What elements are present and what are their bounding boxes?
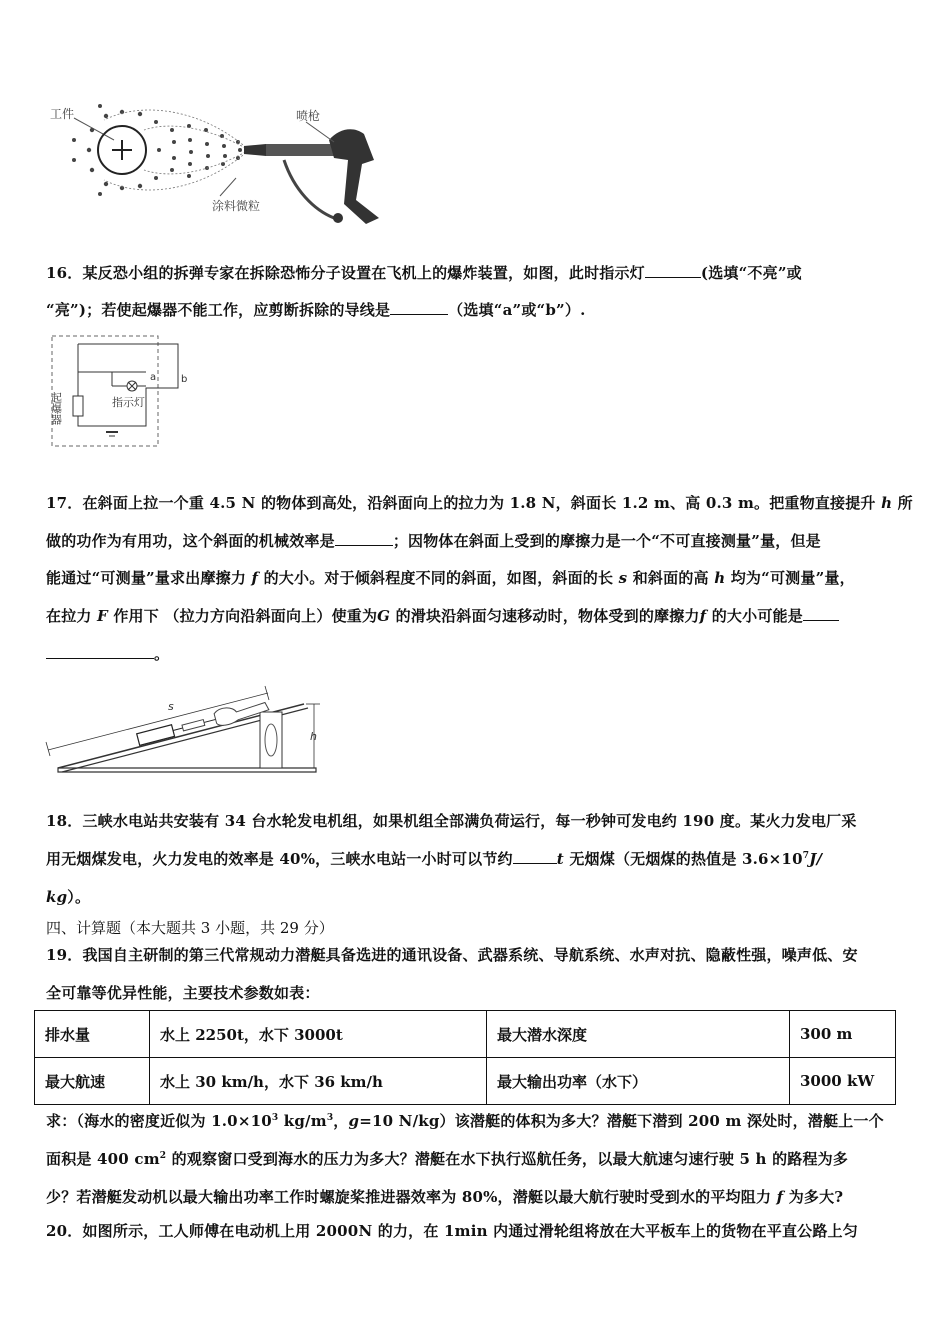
q19-req-1a: 求：（海水的密度近似为 1.0×10 <box>46 1112 272 1130</box>
q17-blank-2a[interactable] <box>803 606 839 621</box>
q17-line3 <box>46 567 855 588</box>
table-cell: 最大航速 <box>35 1058 150 1105</box>
q17-line5 <box>46 643 169 664</box>
q17-line4 <box>46 605 839 626</box>
q17-var-f: f <box>251 569 259 587</box>
spray-gun-figure <box>44 100 389 230</box>
support-block <box>260 712 282 768</box>
q16-text-1b: (选填“不亮”或 <box>700 264 802 282</box>
q19-req-1c: ， <box>333 1112 349 1130</box>
q18-text-2b: 无烟煤（无烟煤的热值是 3.6×10 <box>569 850 803 868</box>
q20-text-1: 20．如图所示，工人师傅在电动机上用 2000N 的力，在 1min 内通过滑轮组将放在大平板车上的货物在平直公路上匀 <box>46 1222 858 1240</box>
q17-var-s: s <box>618 569 628 587</box>
q19-req-3a: 少？若潜艇发动机以最大输出功率工作时螺旋桨推进器效率为 80%，潜艇以最大航行驶时受到水的平均阻力 <box>46 1188 772 1206</box>
q17-var-f2: f <box>699 607 707 625</box>
q16-text-2a: “亮”)；若使起爆器不能工作，应剪断拆除的导线是 <box>46 301 391 319</box>
q17-line2 <box>46 530 821 551</box>
q17-text-3a: 能通过“可测量”量求出摩擦力 <box>46 569 247 587</box>
q17-line1 <box>46 492 913 513</box>
q16-line2 <box>46 299 586 320</box>
q17-text-4c: 的滑块沿斜面匀速移动时，物体受到的摩擦力 <box>395 607 700 625</box>
table-cell: 最大潜水深度 <box>487 1011 790 1058</box>
q19-var-g: g <box>348 1112 360 1130</box>
submarine-params-table <box>34 1010 896 1105</box>
q16-line1 <box>46 262 802 283</box>
q17-var-h: h <box>881 494 893 512</box>
q17-text-5: 。 <box>154 645 170 663</box>
spring-scale <box>182 720 205 731</box>
q19-text-1: 19．我国自主研制的第三代常规动力潜艇具备选进的通讯设备、武器系统、导航系统、水声对抗、隐蔽性强，噪声低、安 <box>46 946 858 964</box>
q16-text-1a: 16．某反恐小组的拆弹专家在拆除恐怖分子设置在飞机上的爆炸装置，如图，此时指示灯 <box>46 264 645 282</box>
q19-line2 <box>46 982 320 1003</box>
q18-text-2c: J/ <box>809 850 823 868</box>
q17-text-4d: 的大小可能是 <box>711 607 803 625</box>
dashed-box <box>52 336 158 446</box>
q17-var-F: F <box>97 607 108 625</box>
q17-text-2b: ；因物体在斜面上受到的摩擦力是一个“不可直接测量”量，但是 <box>392 532 821 550</box>
q18-unit-t: t <box>556 850 564 868</box>
q17-text-1a: 17．在斜面上拉一个重 4.5 N 的物体到高处，沿斜面向上的拉力为 1.8 N，斜面长 1.2 m、高 0.3 m。把重物直接提升 <box>46 494 876 512</box>
table-cell: 水上 2250t，水下 3000t <box>150 1011 487 1058</box>
q17-text-4b: 作用下 （拉力方向沿斜面向上）使重为 <box>113 607 378 625</box>
table-cell: 最大输出功率（水下） <box>487 1058 790 1105</box>
label-wire-a: a <box>150 372 157 383</box>
q17-text-4a: 在拉力 <box>46 607 92 625</box>
label-workpiece: 工件 <box>50 107 75 121</box>
q17-text-3d: 均为“可测量”量， <box>730 569 855 587</box>
q17-blank-1[interactable] <box>335 531 393 546</box>
q20-line1 <box>46 1220 858 1241</box>
circuit-figure <box>50 332 200 452</box>
workpiece-pointer <box>74 118 114 140</box>
q16-text-2b: （选填“a”或“b”）. <box>448 301 586 319</box>
q19-exp-1: 3 <box>271 1113 279 1123</box>
table-row <box>35 1058 896 1105</box>
q18-text-1: 18．三峡水电站共安装有 34 台水轮发电机组，如果机组全部满负荷运行，每一秒钟可发电约 190 度。某火力发电厂采 <box>46 812 857 830</box>
q16-blank-1[interactable] <box>645 263 701 278</box>
q18-unit-kg: kg <box>46 888 68 906</box>
label-s: s <box>168 700 174 713</box>
q18-text-3: ）。 <box>67 888 91 906</box>
table-cell: 3000 kW <box>790 1058 896 1105</box>
label-h: h <box>310 730 317 743</box>
q17-blank-2b[interactable] <box>46 644 154 659</box>
q17-text-3b: 的大小。对于倾斜程度不同的斜面，如图，斜面的长 <box>263 569 614 587</box>
label-wire-b: b <box>181 374 188 385</box>
q17-var-G: G <box>377 607 391 625</box>
q19-req-2b: 的观察窗口受到海水的压力为多大？潜艇在水下执行巡航任务，以最大航速匀速行驶 5 h 的路程为多 <box>166 1150 849 1168</box>
q19-exp-2: 3 <box>326 1113 334 1123</box>
incline-figure <box>40 676 340 778</box>
label-paint-particles: 涂料微粒 <box>212 199 261 213</box>
q19-req-3b: 为多大? <box>788 1188 844 1206</box>
q17-text-2a: 做的功作为有用功，这个斜面的机械效率是 <box>46 532 335 550</box>
table-cell: 水上 30 km/h，水下 36 km/h <box>150 1058 487 1105</box>
q18-text-2a: 用无烟煤发电，火力发电的效率是 40%，三峡水电站一小时可以节约 <box>46 850 513 868</box>
q19-line1 <box>46 944 858 965</box>
q19-req-line3 <box>46 1186 843 1207</box>
q18-exp: 7 <box>802 851 810 861</box>
q19-req-line1 <box>46 1110 884 1131</box>
q17-text-3c: 和斜面的高 <box>632 569 709 587</box>
q17-text-1b: 所 <box>897 494 913 512</box>
label-detonator: 起爆器 <box>50 392 63 425</box>
q18-line1 <box>46 810 857 831</box>
q19-req-line2 <box>46 1148 848 1169</box>
q19-var-f: f <box>776 1188 784 1206</box>
table-cell: 排水量 <box>35 1011 150 1058</box>
q17-var-h2: h <box>714 569 726 587</box>
table-cell: 300 m <box>790 1011 896 1058</box>
q19-req-1b: kg/m <box>278 1112 327 1130</box>
table-base <box>58 768 316 772</box>
section-4-title: 四、计算题（本大题共 3 小题，共 29 分） <box>46 919 334 937</box>
q18-line2 <box>46 848 822 869</box>
q16-blank-2[interactable] <box>390 300 448 315</box>
q19-text-2: 全可靠等优异性能，主要技术参数如表： <box>46 984 320 1002</box>
q19-exp-3: 2 <box>159 1151 167 1161</box>
label-spray-gun: 喷枪 <box>296 109 321 123</box>
q18-blank[interactable] <box>513 849 557 864</box>
table-row <box>35 1011 896 1058</box>
q18-line3 <box>46 886 90 907</box>
q19-req-2a: 面积是 400 cm <box>46 1150 160 1168</box>
label-indicator: 指示灯 <box>112 396 145 409</box>
q19-req-1d: =10 N/kg）该潜艇的体积为多大？潜艇下潜到 200 m 深处时，潜艇上一个 <box>359 1112 884 1130</box>
